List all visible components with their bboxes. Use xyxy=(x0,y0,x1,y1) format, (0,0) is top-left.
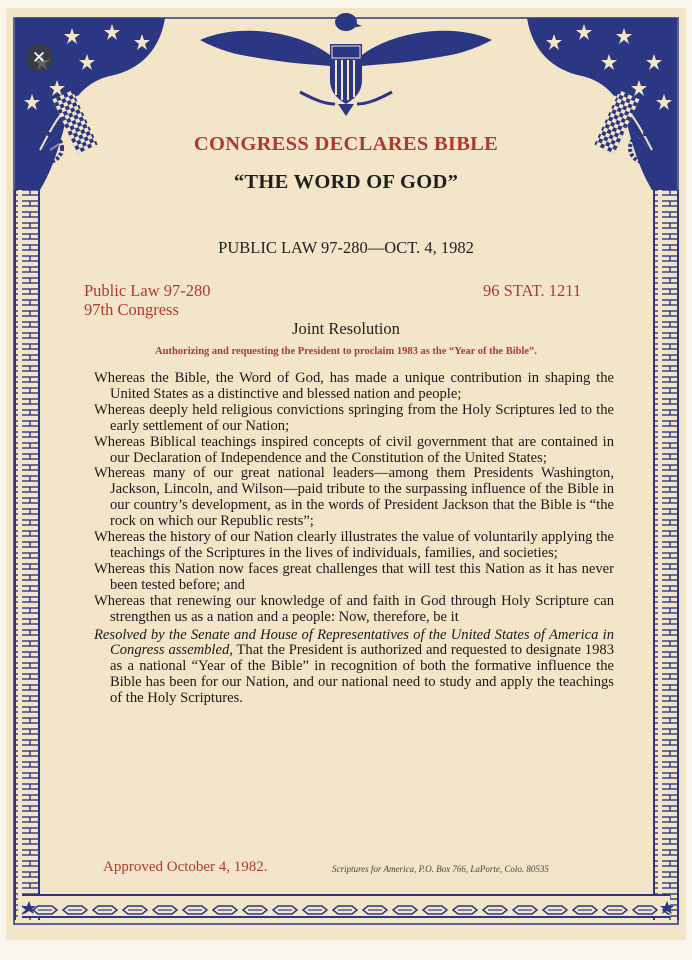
close-button[interactable]: ✕ xyxy=(25,44,53,72)
public-law-heading: PUBLIC LAW 97-280—OCT. 4, 1982 xyxy=(218,238,474,257)
right-border-post xyxy=(654,190,678,920)
citation-law: Public Law 97-280 xyxy=(84,281,211,300)
publisher-address: Scriptures for America, P.O. Box 766, LaPorte, Colo. 80535 xyxy=(332,864,549,874)
citation-stat: 96 STAT. 1211 xyxy=(483,281,582,300)
resolution-body xyxy=(94,371,614,707)
whereas-clause: Whereas that renewing our knowledge of and faith in God through Holy Scripture can strengthen us as a nation and a people: Now, therefore, be it xyxy=(94,592,614,625)
right-flag-drape xyxy=(527,18,677,190)
resolved-clause xyxy=(94,628,614,708)
whereas-clause: Whereas Biblical teachings inspired concepts of civil government that are contained in our Declaration of Independence and the Constitution of the United States; xyxy=(94,433,614,466)
citation-block xyxy=(84,281,210,319)
document-subtitle: “THE WORD OF GOD” xyxy=(233,171,459,193)
whereas-clause: Whereas the Bible, the Word of God, has made a unique contribution in shaping the United States as a distinctive and blessed nation and people; xyxy=(94,370,614,402)
authorizing-line: Authorizing and requesting the President to proclaim 1983 as the “Year of the Bible”. xyxy=(155,346,537,357)
document-title: CONGRESS DECLARES BIBLE xyxy=(193,133,499,155)
whereas-clause: Whereas many of our great national leaders—among them Presidents Washington, Jackson, Lincoln, and Wilson—paid tribute to the surpassing influence of the Bible in our country’s development, as in the words of President Jackson that the Bible is “the rock on which our Republic rests”; xyxy=(94,465,614,530)
left-border-post xyxy=(15,190,39,920)
resolved-enacting-phrase: Resolved by the Senate and House of Representatives of the United States of America in Congress assembled, xyxy=(94,626,614,659)
joint-resolution-heading: Joint Resolution xyxy=(292,319,400,338)
whereas-clause: Whereas the history of our Nation clearly illustrates the value of voluntarily applying the teachings of the Scriptures in the lives of individuals, families, and societies; xyxy=(94,529,614,561)
whereas-clause: Whereas deeply held religious convictions springing from the Holy Scriptures led to the early settlement of our Nation; xyxy=(94,401,614,434)
citation-congress: 97th Congress xyxy=(84,300,179,319)
eagle-icon xyxy=(200,13,492,116)
whereas-clause: Whereas this Nation now faces great challenges that will test this Nation as it has never been tested before; and xyxy=(94,560,614,593)
resolved-text: That the President is authorized and requested to designate 1983 as a national “Year of the Bible” in recognition of both the formative influence the Bible has been for our Nation, and our national need to study and apply the teachings of the Holy Scriptures. xyxy=(110,642,614,707)
bottom-border-rail xyxy=(22,895,670,917)
approved-date: Approved October 4, 1982. xyxy=(103,859,268,875)
